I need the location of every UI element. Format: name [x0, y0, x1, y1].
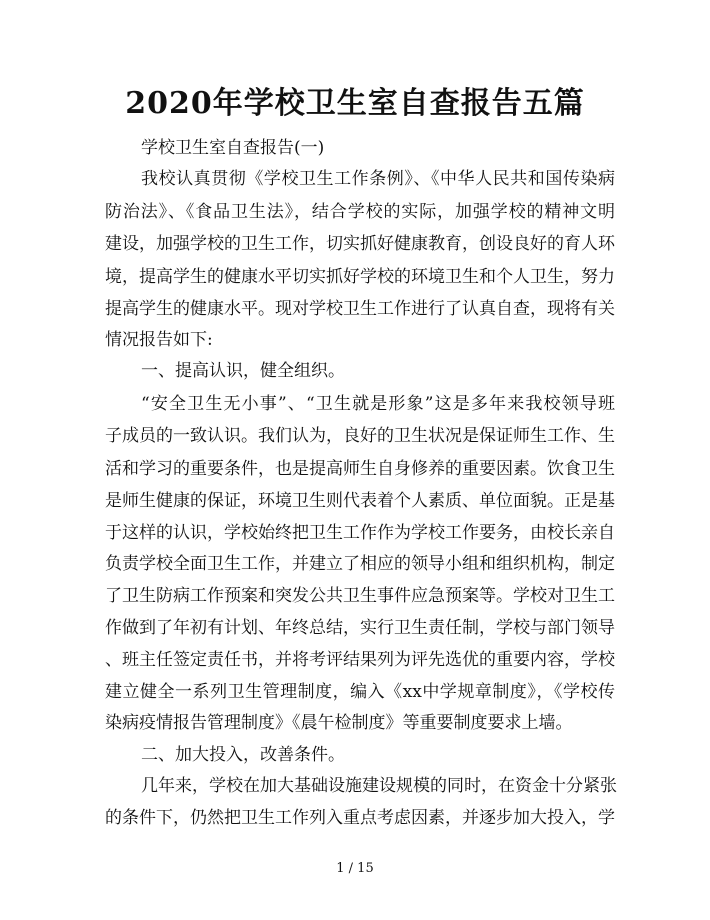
- paragraph-line: 我校认真贯彻《学校卫生工作条例》、《中华人民共和国传染病: [141, 169, 615, 189]
- paragraph-line: 提高学生的健康水平。现对学校卫生工作进行了认真自查，现将有关: [105, 299, 615, 319]
- paragraph-line: 染病疫情报告管理制度》《晨午检制度》等重要制度要求上墙。: [105, 713, 573, 733]
- paragraph-line: 负责学校全面卫生工作，并建立了相应的领导小组和组织机构，制定: [105, 554, 615, 574]
- document-title: 2020年学校卫生室自查报告五篇: [125, 86, 585, 121]
- paragraph-line: 作做到了年初有计划、年终总结，实行卫生责任制，学校与部门领导: [105, 618, 615, 638]
- page-number: 1 / 15: [336, 861, 374, 876]
- paragraph-line: 活和学习的重要条件，也是提高师生自身修养的重要因素。饮食卫生: [105, 459, 615, 479]
- paragraph-line: 防治法》、《食品卫生法》，结合学校的实际，加强学校的精神文明: [105, 202, 615, 222]
- paragraph-line: 是师生健康的保证，环境卫生则代表着个人素质、单位面貌。正是基: [105, 491, 615, 511]
- paragraph-line: 子成员的一致认识。我们认为，良好的卫生状况是保证师生工作、生: [105, 426, 615, 446]
- paragraph-line: 于这样的认识，学校始终把卫生工作作为学校工作要务，由校长亲自: [105, 523, 615, 543]
- paragraph-line: 建设，加强学校的卫生工作，切实抓好健康教育，创设良好的育人环: [105, 234, 615, 254]
- paragraph-line: 、班主任签定责任书，并将考评结果列为评先选优的重要内容，学校: [105, 650, 615, 670]
- section-heading: 二、加大投入，改善条件。: [141, 745, 345, 765]
- section-subtitle: 学校卫生室自查报告(一): [141, 138, 325, 158]
- paragraph-line: 情况报告如下:: [105, 330, 213, 350]
- paragraph-line: 建立健全一系列卫生管理制度，编入《xx中学规章制度》，《学校传: [105, 682, 615, 702]
- paragraph-line: 境，提高学生的健康水平切实抓好学校的环境卫生和个人卫生，努力: [105, 267, 615, 287]
- paragraph-line: 几年来，学校在加大基础设施建设规模的同时，在资金十分紧张: [141, 776, 617, 796]
- paragraph-line: 了卫生防病工作预案和突发公共卫生事件应急预案等。学校对卫生工: [105, 586, 615, 606]
- paragraph-line: 的条件下，仍然把卫生工作列入重点考虑因素，并逐步加大投入，学: [105, 808, 615, 828]
- paragraph-line: “安全卫生无小事”、“卫生就是形象”这是多年来我校领导班: [141, 394, 615, 414]
- section-heading: 一、提高认识，健全组织。: [141, 361, 345, 381]
